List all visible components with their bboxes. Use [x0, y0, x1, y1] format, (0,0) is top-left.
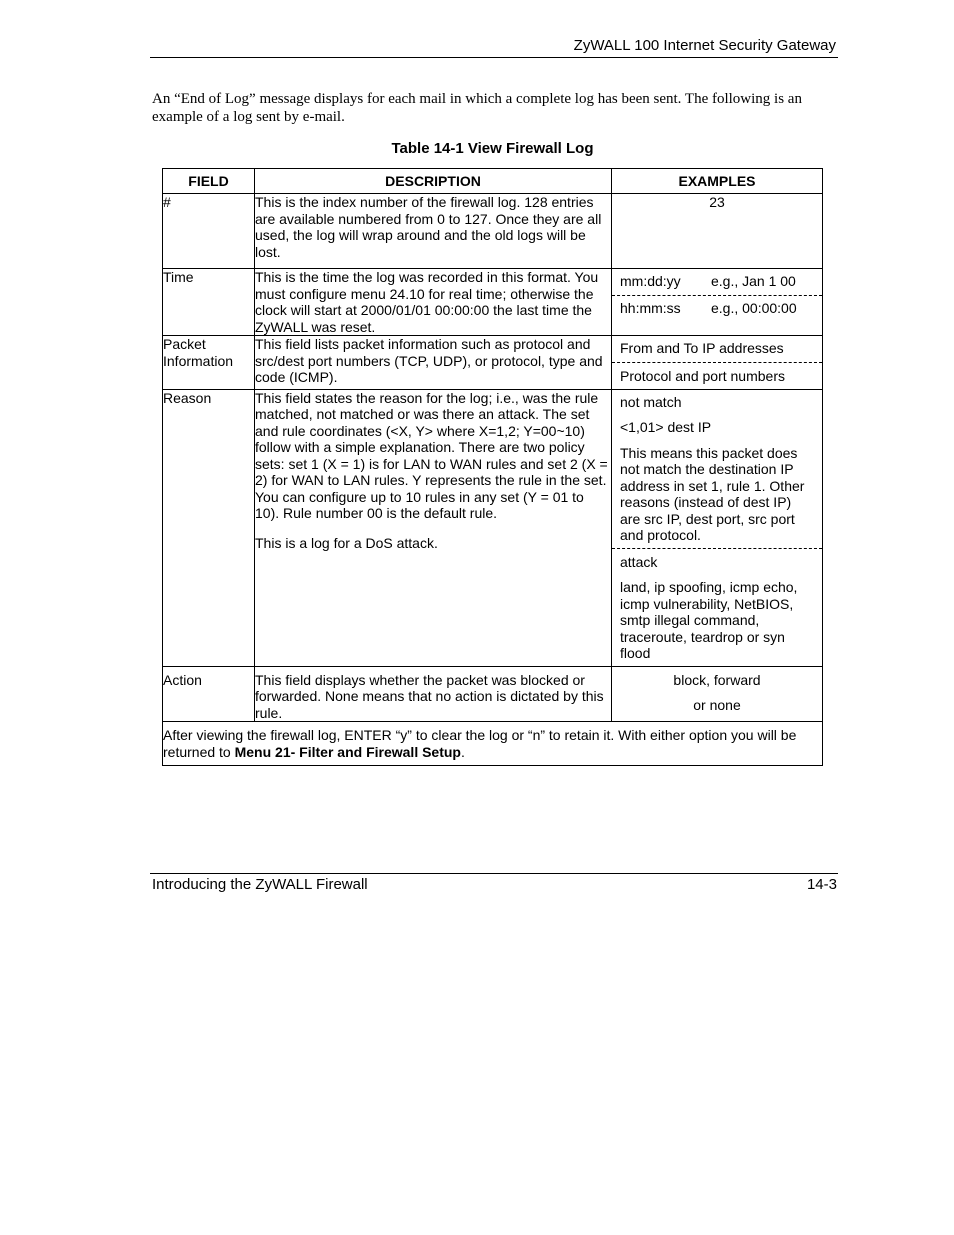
description-cell: This field lists packet information such as protocol and src/dest port numbers (TCP, UDP), or protocol, type and code (ICMP). — [255, 336, 612, 390]
table-row — [163, 389, 823, 666]
intro-paragraph: An “End of Log” message displays for each mail in which a complete log has been sent. The following is an example of a log sent by e-mail. — [152, 91, 802, 125]
table-row — [163, 336, 823, 390]
note-end: . — [460, 743, 465, 760]
example-cell — [612, 336, 823, 390]
chapter-title: Introducing the ZyWALL Firewall — [152, 876, 368, 893]
field-cell: # — [163, 194, 255, 269]
field-cell — [163, 336, 255, 390]
table-row — [163, 269, 823, 336]
description-cell — [255, 389, 612, 666]
example-title: not match — [620, 393, 682, 410]
column-header-examples: EXAMPLES — [612, 169, 823, 194]
example-text: land, ip spoofing, icmp echo, icmp vulnerability, NetBIOS, smtp illegal command, traceroute, teardrop or syn flood — [620, 579, 798, 661]
example-cell — [612, 269, 823, 336]
firewall-log-table — [162, 168, 823, 766]
table-header-row — [163, 169, 823, 194]
example-code: <1,01> dest IP — [620, 419, 712, 435]
example-value: e.g., Jan 1 00 — [711, 273, 796, 289]
field-label-line: Information — [163, 352, 234, 369]
column-header-description: DESCRIPTION — [255, 169, 612, 194]
page-number: 14-3 — [806, 876, 837, 893]
field-cell: Reason — [163, 389, 255, 666]
description-cell: This field displays whether the packet was blocked or forwarded. None means that no action is dictated by this rule. — [255, 666, 612, 722]
table-row — [163, 194, 823, 269]
example-item: From and To IP addresses — [620, 340, 784, 356]
example-title: attack — [620, 553, 658, 570]
running-header: ZyWALL 100 Internet Security Gateway — [573, 37, 836, 54]
example-attack — [612, 548, 822, 666]
example-cell — [612, 666, 823, 722]
footer-divider — [150, 873, 838, 874]
example-format: mm:dd:yy — [620, 273, 681, 289]
example-value: e.g., 00:00:00 — [711, 300, 797, 316]
example-item: block, forward — [673, 671, 761, 688]
example-cell: 23 — [612, 194, 823, 269]
example-text: This means this packet does not match the destination IP address in set 1, rule 1. Other reasons (instead of dest IP) are src IP, dest port, src port and protocol. — [620, 444, 805, 543]
column-header-field: FIELD — [163, 169, 255, 194]
example-item: or none — [693, 697, 741, 713]
example-item: Protocol and port numbers — [612, 362, 822, 389]
description-cell: This is the index number of the firewall log. 128 entries are available numbered from 0 to 127. Once they are all used, the log will wrap around and the old logs will be lost. — [255, 194, 612, 269]
field-cell: Time — [163, 269, 255, 336]
table-note-row — [163, 722, 823, 766]
example-format: hh:mm:ss — [620, 300, 681, 316]
table-caption: Table 14-1 View Firewall Log — [391, 140, 594, 157]
note-text: After viewing the firewall log, ENTER “y” to clear the log or “n” to retain it. With either option you will be returned to — [163, 727, 797, 760]
example-not-match — [612, 390, 822, 548]
table-row — [163, 666, 823, 722]
header-divider — [150, 57, 838, 58]
example-time-date — [612, 269, 822, 295]
example-time-clock — [612, 295, 822, 321]
description-paragraph: This field states the reason for the log; i.e., was the rule matched, not matched or was there an attack. The set and rule coordinates (<X, Y> where X=1,2; Y=00~10) follow with a simple explanation. There are two policy sets: set 1 (X = 1) is for LAN to WAN rules and set 2 (X = 2) for WAN to LAN rules. Y represents the rule in the set. You can configure up to 10 rules in any set (Y = 01 to 10). Rule number 00 is the default rule. — [255, 389, 608, 521]
menu-reference: Menu 21- Filter and Firewall Setup — [234, 743, 461, 760]
field-cell: Action — [163, 666, 255, 722]
description-cell: This is the time the log was recorded in this format. You must configure menu 24.10 for real time; otherwise the clock will start at 2000/01/01 00:00:00 the last time the ZyWALL was reset. — [255, 269, 612, 336]
field-label-line: Packet — [163, 336, 206, 352]
table-note — [163, 722, 823, 766]
description-paragraph: This is a log for a DoS attack. — [255, 534, 438, 551]
example-cell — [612, 389, 823, 666]
